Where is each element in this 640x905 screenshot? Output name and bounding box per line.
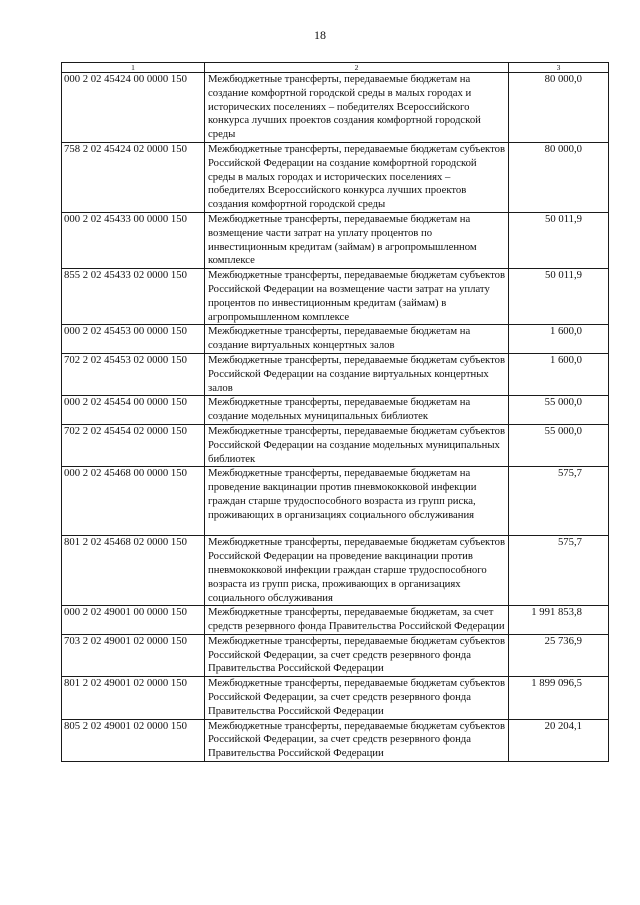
transfer-amount: 55 000,0 [509,396,609,425]
transfer-description: Межбюджетные трансферты, передаваемые бюджетам, за счет средств резервного фонда Правительства Российской Федерации [205,606,509,635]
transfer-amount: 1 600,0 [509,353,609,395]
table-row [62,719,609,761]
budget-code: 000 2 02 45468 00 0000 150 [62,467,205,536]
table-row [62,142,609,212]
table-header-row [62,63,609,73]
transfer-description: Межбюджетные трансферты, передаваемые бюджетам субъектов Российской Федерации на проведение вакцинации против пневмококковой инфекции граждан старше трудоспособного возраста из групп риска, проживающих в организациях социального обслуживания [205,536,509,606]
budget-code: 758 2 02 45424 02 0000 150 [62,142,205,212]
budget-code: 855 2 02 45433 02 0000 150 [62,269,205,325]
transfer-description: Межбюджетные трансферты, передаваемые бюджетам субъектов Российской Федерации, за счет средств резервного фонда Правительства Российской Федерации [205,677,509,719]
table-row [62,467,609,536]
transfer-description: Межбюджетные трансферты, передаваемые бюджетам субъектов Российской Федерации, за счет средств резервного фонда Правительства Российской Федерации [205,719,509,761]
page-number: 18 [314,28,326,42]
transfer-description: Межбюджетные трансферты, передаваемые бюджетам субъектов Российской Федерации на создание виртуальных концертных залов [205,353,509,395]
table-row [62,73,609,143]
transfer-description: Межбюджетные трансферты, передаваемые бюджетам субъектов Российской Федерации на создание комфортной городской среды в малых городах и исторических поселениях – победителях Всероссийского конкурса лучших проектов создания комфортной городской среды [205,142,509,212]
transfer-amount: 1 991 853,8 [509,606,609,635]
transfer-amount: 50 011,9 [509,212,609,268]
budget-code: 805 2 02 49001 02 0000 150 [62,719,205,761]
budget-code: 801 2 02 49001 02 0000 150 [62,677,205,719]
transfer-description: Межбюджетные трансферты, передаваемые бюджетам на создание виртуальных концертных залов [205,325,509,354]
transfer-description: Межбюджетные трансферты, передаваемые бюджетам субъектов Российской Федерации на возмещение части затрат на уплату процентов по инвестиционным кредитам (займам) в агропромышленном комплексе [205,269,509,325]
table-row [62,396,609,425]
column-header-description: 2 [205,63,509,73]
transfer-amount: 80 000,0 [509,142,609,212]
transfer-amount: 55 000,0 [509,424,609,466]
budget-code: 000 2 02 49001 00 0000 150 [62,606,205,635]
transfer-amount: 575,7 [509,536,609,606]
column-header-amount: 3 [509,63,609,73]
budget-code: 000 2 02 45424 00 0000 150 [62,73,205,143]
transfer-description: Межбюджетные трансферты, передаваемые бюджетам субъектов Российской Федерации, за счет средств резервного фонда Правительства Российской Федерации [205,634,509,676]
transfer-description: Межбюджетные трансферты, передаваемые бюджетам на возмещение части затрат на уплату процентов по инвестиционным кредитам (займам) в агропромышленном комплексе [205,212,509,268]
table-row [62,677,609,719]
budget-code: 702 2 02 45453 02 0000 150 [62,353,205,395]
budget-code: 000 2 02 45433 00 0000 150 [62,212,205,268]
table-row [62,269,609,325]
transfer-description: Межбюджетные трансферты, передаваемые бюджетам субъектов Российской Федерации на создание модельных муниципальных библиотек [205,424,509,466]
transfer-description: Межбюджетные трансферты, передаваемые бюджетам на создание модельных муниципальных библиотек [205,396,509,425]
column-header-code: 1 [62,63,205,73]
transfer-amount: 80 000,0 [509,73,609,143]
budget-code: 000 2 02 45453 00 0000 150 [62,325,205,354]
transfer-amount: 20 204,1 [509,719,609,761]
transfer-amount: 25 736,9 [509,634,609,676]
transfer-amount: 50 011,9 [509,269,609,325]
transfer-description: Межбюджетные трансферты, передаваемые бюджетам на создание комфортной городской среды в малых городах и исторических поселениях – победителях Всероссийского конкурса лучших проектов создания комфортной городской среды [205,73,509,143]
table-row [62,325,609,354]
budget-code: 801 2 02 45468 02 0000 150 [62,536,205,606]
table-row [62,212,609,268]
table-row [62,606,609,635]
transfer-description: Межбюджетные трансферты, передаваемые бюджетам на проведение вакцинации против пневмококковой инфекции граждан старше трудоспособного возраста из групп риска, проживающих в организациях социального обслуживания [205,467,509,536]
transfer-amount: 1 600,0 [509,325,609,354]
budget-transfers-table [61,62,609,762]
table-row [62,536,609,606]
table-row [62,424,609,466]
transfer-amount: 1 899 096,5 [509,677,609,719]
transfer-amount: 575,7 [509,467,609,536]
budget-code: 000 2 02 45454 00 0000 150 [62,396,205,425]
table-row [62,634,609,676]
table-row [62,353,609,395]
budget-code: 702 2 02 45454 02 0000 150 [62,424,205,466]
budget-code: 703 2 02 49001 02 0000 150 [62,634,205,676]
